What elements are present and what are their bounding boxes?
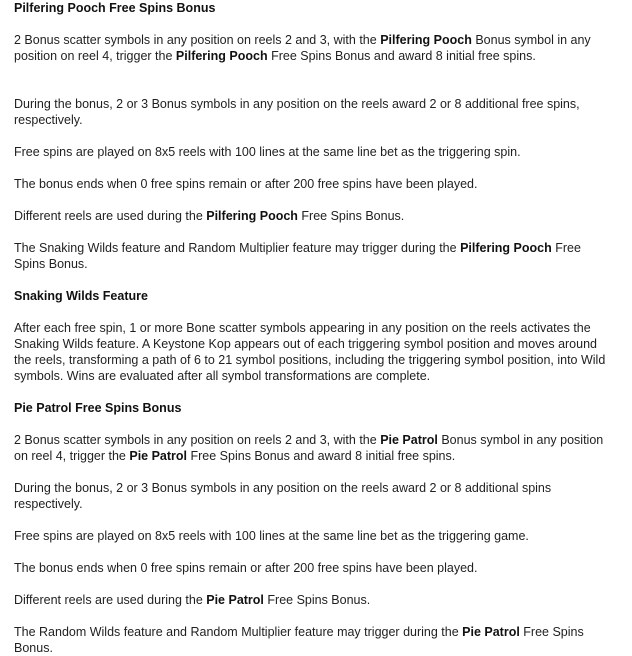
section-heading: Pilfering Pooch Free Spins Bonus — [14, 1, 216, 15]
section-heading: Pie Patrol Free Spins Bonus — [14, 401, 182, 415]
rules-document — [14, 0, 614, 656]
paragraph: During the bonus, 2 or 3 Bonus symbols in any position on the reels award 2 or 8 additional free spins, respectively. — [14, 97, 580, 127]
paragraph: The bonus ends when 0 free spins remain or after 200 free spins have been played. — [14, 177, 478, 191]
paragraph: During the bonus, 2 or 3 Bonus symbols in any position on the reels award 2 or 8 additional spins respectively. — [14, 481, 552, 511]
paragraph: Different reels are used during the Pie Patrol Free Spins Bonus. — [14, 593, 371, 607]
section-pie-patrol — [14, 400, 614, 656]
paragraph: Free spins are played on 8x5 reels with 100 lines at the same line bet as the triggering spin. — [14, 145, 521, 159]
paragraph: 2 Bonus scatter symbols in any position on reels 2 and 3, with the Pilfering Pooch Bonus symbol in any position on reel 4, trigger the Pilfering Pooch Free Spins Bonus and award 8 initial free spins. — [14, 33, 591, 63]
paragraph: The Snaking Wilds feature and Random Multiplier feature may trigger during the Pilfering Pooch Free Spins Bonus. — [14, 241, 581, 271]
section-heading: Snaking Wilds Feature — [14, 289, 148, 303]
paragraph: The bonus ends when 0 free spins remain or after 200 free spins have been played. — [14, 561, 478, 575]
paragraph: 2 Bonus scatter symbols in any position on reels 2 and 3, with the Pie Patrol Bonus symbol in any position on reel 4, trigger the Pie Patrol Free Spins Bonus and award 8 initial free spins. — [14, 433, 604, 463]
section-snaking-wilds — [14, 288, 614, 384]
paragraph: Free spins are played on 8x5 reels with 100 lines at the same line bet as the triggering game. — [14, 529, 529, 543]
paragraph: The Random Wilds feature and Random Multiplier feature may trigger during the Pie Patrol Free Spins Bonus. — [14, 625, 584, 655]
paragraph: Different reels are used during the Pilfering Pooch Free Spins Bonus. — [14, 209, 405, 223]
section-pilfering-pooch — [14, 0, 614, 272]
paragraph: After each free spin, 1 or more Bone scatter symbols appearing in any position on the reels activates the Snaking Wilds feature. A Keystone Kop appears out of each triggering symbol position and moves around the reels, transforming a path of 6 to 21 symbol positions, including the triggering symbol position, into Wild symbols. Wins are evaluated after all symbol transformations are complete. — [14, 321, 606, 383]
